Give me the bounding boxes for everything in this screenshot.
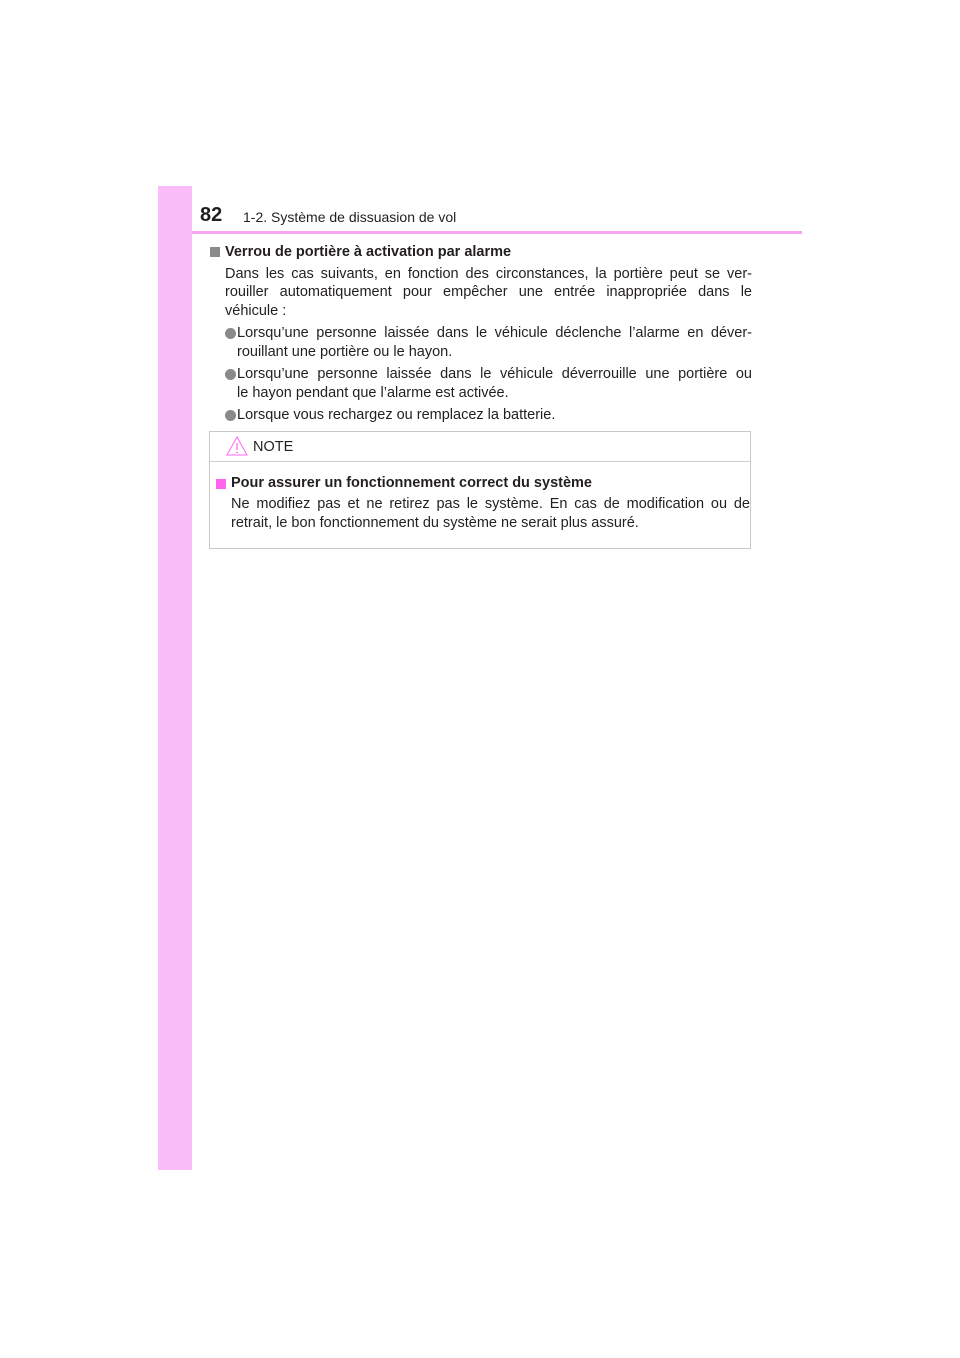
circle-bullet-icon (225, 369, 236, 380)
list-item (225, 365, 752, 402)
note-label: NOTE (253, 439, 294, 455)
list-item-text: Lorsque vous rechargez ou remplacez la batterie. (237, 407, 556, 423)
note-heading-text: Pour assurer un fonctionnement correct du système (231, 475, 592, 491)
section-heading (210, 243, 752, 262)
note-line: Ne modifiez pas et ne retirez pas le système. En cas de modification ou de (231, 496, 750, 512)
circle-bullet-icon (225, 410, 236, 421)
note-heading (216, 474, 750, 493)
note-paragraph (231, 495, 750, 533)
list-item-text: Lorsqu’une personne laissée dans le véhicule déclenche l’alarme en déver- (237, 325, 752, 341)
intro-line: véhicule : (225, 302, 287, 319)
note-body (210, 462, 750, 533)
note-box (209, 431, 751, 549)
chapter-title: 1-2. Système de dissuasion de vol (243, 209, 457, 225)
square-bullet-icon (210, 247, 220, 257)
list-item (225, 406, 752, 425)
list-item-text: Lorsqu’une personne laissée dans le véhicule déverrouille une portière ou (237, 366, 752, 382)
page-number: 82 (200, 204, 223, 226)
header-divider (192, 231, 802, 234)
list-item (225, 324, 752, 361)
note-header (210, 432, 750, 462)
intro-line: Dans les cas suivants, en fonction des circonstances, la portière peut se ver- (225, 265, 752, 282)
square-bullet-icon (216, 479, 226, 489)
list-item-text: rouillant une portière ou le hayon. (237, 343, 453, 360)
intro-line: rouiller automatiquement pour empêcher une entrée inappropriée dans le (225, 284, 752, 300)
circle-bullet-icon (225, 328, 236, 339)
chapter-side-tab (158, 186, 192, 1170)
section-heading-text: Verrou de portière à activation par alarme (225, 244, 512, 260)
list-item-text: le hayon pendant que l’alarme est activée. (237, 384, 509, 401)
intro-paragraph (225, 265, 752, 321)
section-content (210, 243, 752, 425)
note-line: retrait, le bon fonctionnement du système ne serait plus assuré. (231, 515, 639, 531)
warning-triangle-icon (226, 436, 248, 456)
page-header (192, 186, 802, 236)
